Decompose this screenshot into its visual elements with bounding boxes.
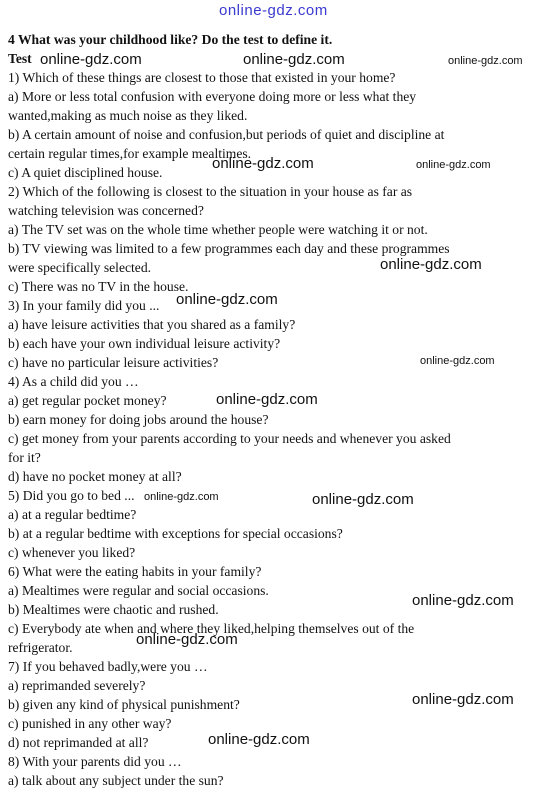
question-2-cont: watching television was concerned? xyxy=(8,203,204,218)
question-1: 1) Which of these things are closest to those that existed in your home? xyxy=(8,70,396,85)
watermark: online-gdz.com xyxy=(144,491,219,503)
question-7: 7) If you behaved badly,were you … xyxy=(8,659,208,674)
watermark: online-gdz.com xyxy=(208,731,310,748)
question-3-option-b: b) each have your own individual leisure activity? xyxy=(8,336,281,351)
watermark: online-gdz.com xyxy=(312,491,414,508)
watermark: online-gdz.com xyxy=(412,691,514,708)
question-7-option-b: b) given any kind of physical punishment? xyxy=(8,697,240,712)
question-1-option-c: c) A quiet disciplined house. xyxy=(8,165,163,180)
question-2-option-c: c) There was no TV in the house. xyxy=(8,279,189,294)
question-3-option-c: c) have no particular leisure activities? xyxy=(8,355,219,370)
question-3: 3) In your family did you ... xyxy=(8,298,160,313)
question-7-option-a: a) reprimanded severely? xyxy=(8,678,146,693)
question-6-option-c-cont: refrigerator. xyxy=(8,640,73,655)
watermark: online-gdz.com xyxy=(416,159,491,171)
watermark: online-gdz.com xyxy=(243,51,345,68)
watermark: online-gdz.com xyxy=(216,391,318,408)
question-5-option-c: c) whenever you liked? xyxy=(8,545,136,560)
question-3-option-a: a) have leisure activities that you shared as a family? xyxy=(8,317,296,332)
task-heading: 4 What was your childhood like? Do the test to define it. xyxy=(8,32,333,47)
question-6-option-a: a) Mealtimes were regular and social occasions. xyxy=(8,583,269,598)
question-7-option-c: c) punished in any other way? xyxy=(8,716,172,731)
question-2-option-b-cont: were specifically selected. xyxy=(8,260,152,275)
question-6-option-c: c) Everybody ate when and where they liked,helping themselves out of the xyxy=(8,621,415,636)
question-7-option-d: d) not reprimanded at all? xyxy=(8,735,149,750)
question-4-option-c: c) get money from your parents according to your needs and whenever you asked xyxy=(8,431,451,446)
watermark: online-gdz.com xyxy=(448,55,523,67)
watermark-top: online-gdz.com xyxy=(219,2,328,19)
question-8-option-a: a) talk about any subject under the sun? xyxy=(8,773,224,788)
test-label: Test xyxy=(8,51,32,66)
question-1-option-b-cont: certain regular times,for example mealtimes. xyxy=(8,146,252,161)
question-4-option-b: b) earn money for doing jobs around the house? xyxy=(8,412,269,427)
question-1-option-a: a) More or less total confusion with everyone doing more or less what they xyxy=(8,89,417,104)
watermark: online-gdz.com xyxy=(412,592,514,609)
question-6-option-b: b) Mealtimes were chaotic and rushed. xyxy=(8,602,219,617)
question-4: 4) As a child did you … xyxy=(8,374,139,389)
question-1-option-a-cont: wanted,making as much noise as they liked. xyxy=(8,108,248,123)
question-1-option-b: b) A certain amount of noise and confusion,but periods of quiet and discipline at xyxy=(8,127,445,142)
question-6: 6) What were the eating habits in your family? xyxy=(8,564,262,579)
question-2-option-a: a) The TV set was on the whole time whether people were watching it or not. xyxy=(8,222,428,237)
watermark: online-gdz.com xyxy=(176,291,278,308)
question-5: 5) Did you go to bed ... xyxy=(8,488,135,503)
question-4-option-a: a) get regular pocket money? xyxy=(8,393,167,408)
watermark: online-gdz.com xyxy=(420,355,495,367)
watermark: online-gdz.com xyxy=(212,155,314,172)
watermark: online-gdz.com xyxy=(380,256,482,273)
question-4-option-d: d) have no pocket money at all? xyxy=(8,469,182,484)
watermark: online-gdz.com xyxy=(136,631,238,648)
question-4-option-c-cont: for it? xyxy=(8,450,41,465)
question-8: 8) With your parents did you … xyxy=(8,754,182,769)
question-2: 2) Which of the following is closest to the situation in your house as far as xyxy=(8,184,413,199)
watermark: online-gdz.com xyxy=(40,51,142,68)
question-5-option-b: b) at a regular bedtime with exceptions for special occasions? xyxy=(8,526,343,541)
question-2-option-b: b) TV viewing was limited to a few programmes each day and these programmes xyxy=(8,241,450,256)
question-5-option-a: a) at a regular bedtime? xyxy=(8,507,137,522)
